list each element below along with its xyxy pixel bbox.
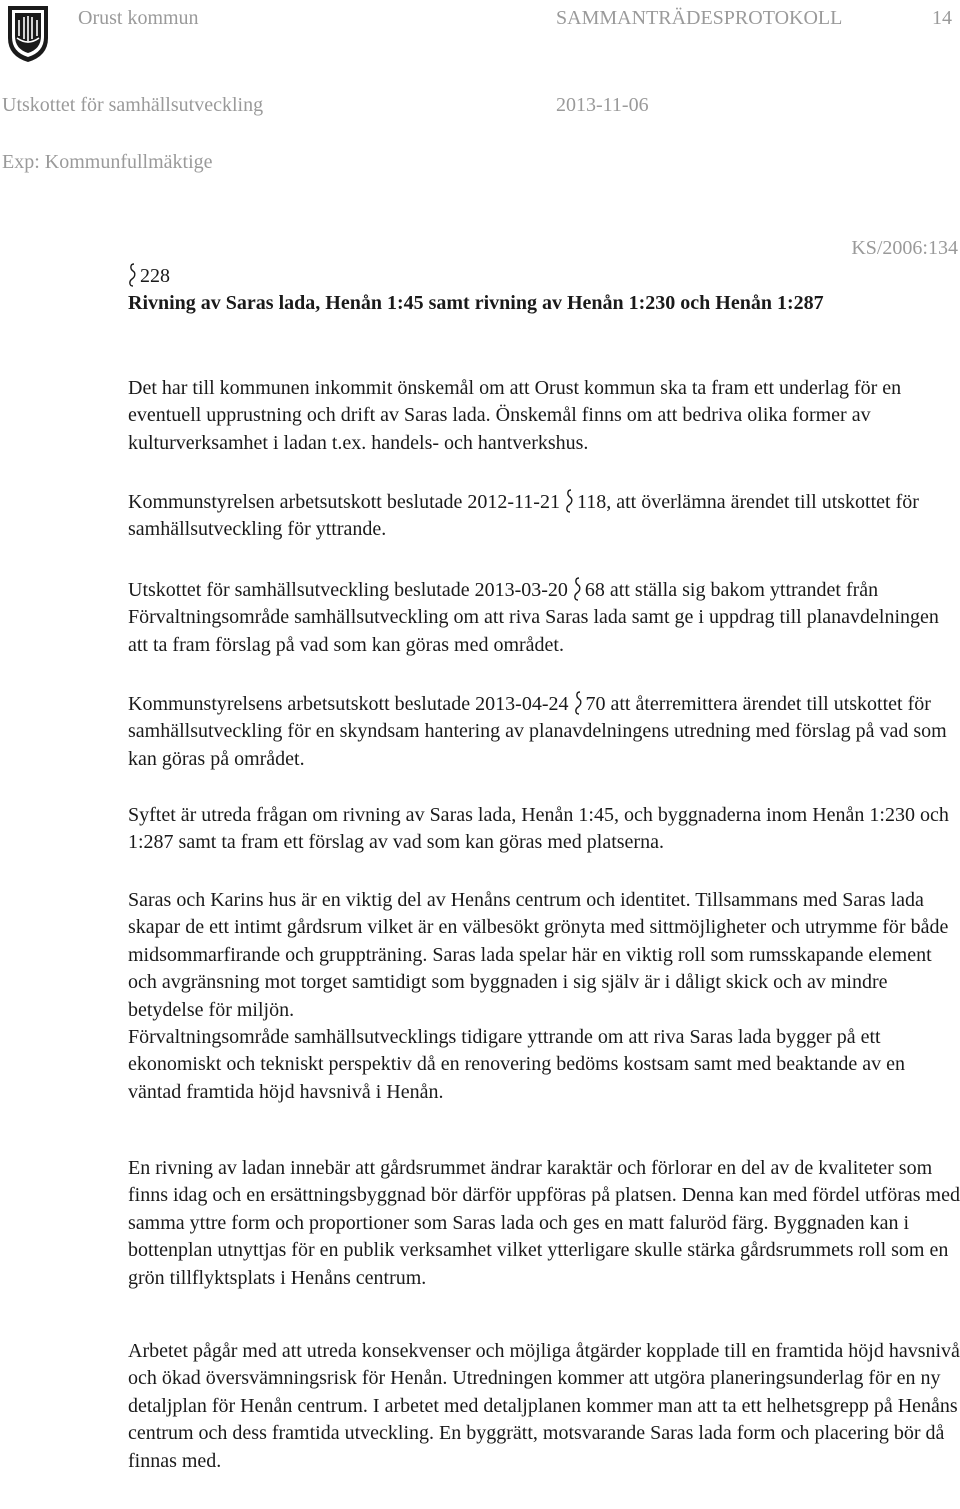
page-number: 14 (932, 7, 952, 29)
document-type: SAMMANTRÄDESPROTOKOLL (556, 7, 843, 29)
paragraph-text: 68 att ställa sig bakom yttrandet från Förvaltningsområde samhällsutveckling om att riva Saras lada samt ge i uppdrag till planavdelningen att ta fram förslag på vad som kan göras med området. (128, 579, 939, 656)
paragraph-text: En rivning av ladan innebär att gårdsrummet ändrar karaktär och förlorar en del av de kvaliteter som finns idag och en ersättningsbyggnad bör därför uppföras på platsen. Denna kan med fördel utföras med samma yttre form och proportioner som Saras lada och ges en matt faluröd färg. Byggnaden kan i bottenplan utnyttjas för en publik verksamhet vilket ytterligare skulle stärka gårdsrummets roll som en grön tillflyktsplats i Henåns centrum. (128, 1157, 960, 1289)
section-sign-icon (565, 488, 573, 514)
item-title: Rivning av Saras lada, Henån 1:45 samt rivning av Henån 1:230 och Henån 1:287 (128, 292, 824, 315)
item-number: 228 (140, 265, 170, 287)
paragraph-demolition (128, 1155, 960, 1292)
municipal-logo-icon (6, 4, 50, 64)
paragraph-text: Förvaltningsområde samhällsutvecklings tidigare yttrande om att riva Saras lada bygger på ett ekonomiskt och tekniskt perspektiv då en renovering bedöms kostsam samt med beaktande av en väntad framtida höjd havsnivå i Henån. (128, 1026, 906, 1103)
paragraph-text: Utskottet för samhällsutveckling beslutade 2013-03-20 (128, 579, 568, 601)
paragraph-text: 118, att överlämna ärendet till utskottet för samhällsutveckling för yttrande. (128, 491, 919, 541)
section-sign-icon (573, 576, 581, 602)
paragraph-referral (128, 690, 960, 773)
paragraph-committee-decision (128, 576, 960, 659)
paragraph-assessment (128, 887, 960, 1106)
paragraph-text: 70 att återremittera ärendet till utskottet för samhällsutveckling för en skyndsam hantering av planavdelningens utredning med förslag på vad som kan göras på området. (128, 693, 947, 770)
paragraph-ksau-decision (128, 488, 960, 544)
paragraph-purpose (128, 802, 960, 857)
section-sign-icon (574, 690, 582, 716)
meeting-date: 2013-11-06 (556, 94, 649, 116)
paragraph-background (128, 375, 960, 457)
paragraph-ongoing-work (128, 1338, 960, 1475)
section-sign-icon (128, 262, 136, 288)
item-heading (128, 262, 960, 318)
paragraph-text: Syftet är utreda frågan om rivning av Saras lada, Henån 1:45, och byggnaderna inom Henån 1:230 och 1:287 samt ta fram ett förslag av vad som kan göras med platserna. (128, 804, 949, 854)
paragraph-text: Arbetet pågår med att utreda konsekvenser och möjliga åtgärder kopplade till en framtida höjd havsnivå och ökad översvämningsrisk för Henån. Utredningen kommer att utgöra planeringsunderlag för en ny detaljplan för Henån centrum. I arbetet med detaljplanen kommer man att ta ett helhetsgrepp på Henåns centrum och dess framtida utveckling. En byggrätt, motsvarande Saras lada form och placering bör då finnas med. (128, 1340, 960, 1472)
committee-name: Utskottet för samhällsutveckling (2, 94, 264, 116)
paragraph-text: Det har till kommunen inkommit önskemål om att Orust kommun ska ta fram ett underlag för en eventuell upprustning och drift av Saras lada. Önskemål finns om att bedriva olika former av kulturverksamhet i ladan t.ex. handels- och hantverkshus. (128, 377, 902, 454)
paragraph-text: Saras och Karins hus är en viktig del av Henåns centrum och identitet. Tillsammans med Saras lada skapar de ett intimt gårdsrum vilket är en välbesökt grönyta med sittmöjligheter och utrymme för både midsommarfirande och gruppträning. Saras lada spelar här en viktig roll som rumsskapande element och avgränsning mot torget samtidigt som byggnaden i sig själv är i dåligt skick och av mindre betydelse för miljön. (128, 889, 949, 1021)
organization-name: Orust kommun (78, 7, 199, 29)
case-number: KS/2006:134 (851, 237, 958, 259)
paragraph-text: Kommunstyrelsens arbetsutskott beslutade 2013-04-24 (128, 693, 569, 715)
expedition-line: Exp: Kommunfullmäktige (2, 151, 213, 173)
paragraph-text: Kommunstyrelsen arbetsutskott beslutade 2012-11-21 (128, 491, 560, 513)
